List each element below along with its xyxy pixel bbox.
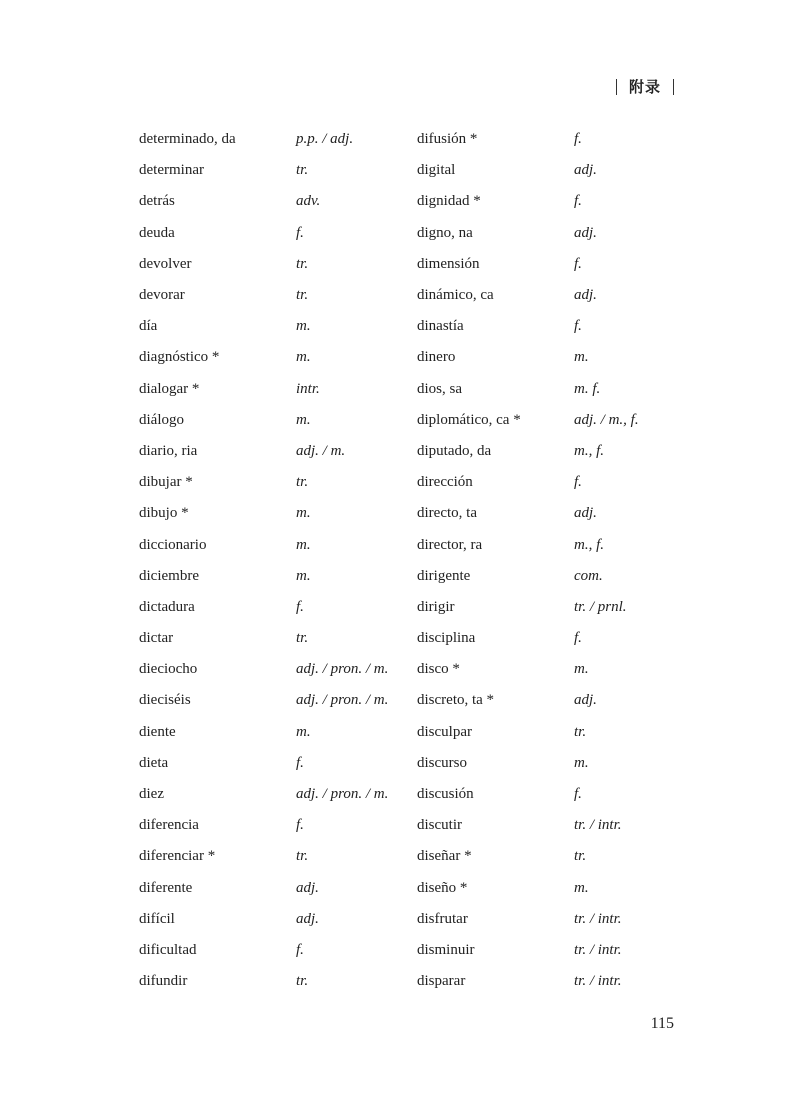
pos-left: intr.: [296, 380, 320, 397]
pos-left: tr.: [296, 630, 309, 647]
pos-left: m.: [296, 505, 311, 522]
pos-left: tr.: [296, 162, 309, 179]
word-left: diferencia: [139, 817, 199, 834]
word-right: disco *: [417, 661, 460, 678]
word-right: diplomático, ca *: [417, 411, 521, 428]
word-right: diputado, da: [417, 442, 492, 459]
pos-left: m.: [296, 723, 311, 740]
word-right: dirigente: [417, 567, 471, 584]
pos-left: f.: [296, 817, 304, 834]
word-right: dirigir: [417, 598, 455, 615]
pos-right: m.: [574, 349, 589, 366]
word-right: discutir: [417, 817, 462, 834]
pos-left: m.: [296, 349, 311, 366]
pos-left: f.: [296, 224, 304, 241]
word-right: directo, ta: [417, 505, 477, 522]
word-left: dificultad: [139, 941, 197, 958]
pos-right: m.: [574, 879, 589, 896]
vocab-row: [139, 561, 679, 592]
pos-left: f.: [296, 941, 304, 958]
vocab-row: [139, 592, 679, 623]
pos-right: m., f.: [574, 536, 604, 553]
pos-left: f.: [296, 754, 304, 771]
word-left: diccionario: [139, 536, 207, 553]
pos-right: m.: [574, 661, 589, 678]
vocab-row: [139, 529, 679, 560]
page-number: 115: [650, 1015, 674, 1032]
pos-right: adj. / m., f.: [574, 411, 639, 428]
word-left: deuda: [139, 224, 175, 241]
vocab-row: [139, 810, 679, 841]
vocab-row: [139, 966, 679, 997]
word-left: dictadura: [139, 598, 195, 615]
vocab-row: [139, 405, 679, 436]
vocab-row: [139, 124, 679, 155]
vocab-row: [139, 623, 679, 654]
word-right: discusión: [417, 786, 474, 803]
word-left: diente: [139, 723, 176, 740]
pos-right: com.: [574, 567, 603, 584]
word-left: devolver: [139, 255, 192, 272]
vocab-row: [139, 342, 679, 373]
pos-right: f.: [574, 131, 582, 148]
pos-left: p.p. / adj.: [296, 131, 354, 148]
vocab-row: [139, 873, 679, 904]
vocab-row: [139, 280, 679, 311]
word-right: disfrutar: [417, 910, 468, 927]
pos-left: adj. / pron. / m.: [296, 786, 389, 803]
vocab-row: [139, 498, 679, 529]
pos-right: tr. / prnl.: [574, 598, 627, 615]
pos-left: m.: [296, 411, 311, 428]
pos-left: tr.: [296, 255, 309, 272]
pos-left: tr.: [296, 474, 309, 491]
vocab-row: [139, 841, 679, 872]
word-right: digno, na: [417, 224, 473, 241]
word-left: difícil: [139, 910, 175, 927]
word-left: dieta: [139, 754, 169, 771]
word-left: dibujo *: [139, 505, 189, 522]
vocab-row: [139, 186, 679, 217]
pos-right: tr. / intr.: [574, 910, 622, 927]
pos-right: m.: [574, 754, 589, 771]
vocab-row: [139, 904, 679, 935]
pos-right: adj.: [574, 162, 597, 179]
word-right: dignidad *: [417, 193, 481, 210]
header-divider-right: [673, 79, 674, 95]
word-left: diciembre: [139, 567, 199, 584]
word-right: diseño *: [417, 879, 468, 896]
pos-right: f.: [574, 786, 582, 803]
pos-right: adj.: [574, 287, 597, 304]
pos-right: m. f.: [574, 380, 601, 397]
word-left: diez: [139, 786, 164, 803]
pos-left: f.: [296, 598, 304, 615]
pos-right: adj.: [574, 692, 597, 709]
pos-right: tr. / intr.: [574, 817, 622, 834]
pos-left: tr.: [296, 848, 309, 865]
word-left: día: [139, 318, 158, 335]
word-right: disciplina: [417, 630, 476, 647]
vocabulary-list: [139, 124, 679, 997]
pos-right: adj.: [574, 505, 597, 522]
vocab-row: [139, 249, 679, 280]
pos-right: f.: [574, 193, 582, 210]
word-right: director, ra: [417, 536, 483, 553]
word-right: dinámico, ca: [417, 287, 494, 304]
word-right: disculpar: [417, 723, 472, 740]
pos-left: adj. / pron. / m.: [296, 661, 389, 678]
vocab-row: [139, 467, 679, 498]
vocab-row: [139, 717, 679, 748]
word-left: devorar: [139, 287, 185, 304]
word-right: digital: [417, 162, 456, 179]
word-left: dictar: [139, 630, 174, 647]
pos-left: tr.: [296, 287, 309, 304]
word-left: diferenciar *: [139, 848, 216, 865]
pos-left: adj.: [296, 879, 319, 896]
vocab-row: [139, 155, 679, 186]
pos-right: f.: [574, 318, 582, 335]
word-left: difundir: [139, 973, 188, 990]
word-left: diagnóstico *: [139, 349, 220, 366]
word-left: determinado, da: [139, 131, 236, 148]
word-right: dinastía: [417, 318, 464, 335]
vocab-row: [139, 685, 679, 716]
word-right: diseñar *: [417, 848, 472, 865]
word-left: diferente: [139, 879, 193, 896]
pos-right: m., f.: [574, 442, 604, 459]
word-right: discurso: [417, 754, 467, 771]
word-right: difusión *: [417, 131, 478, 148]
word-right: disminuir: [417, 941, 475, 958]
vocab-row: [139, 218, 679, 249]
pos-left: m.: [296, 318, 311, 335]
pos-right: f.: [574, 255, 582, 272]
word-right: discreto, ta *: [417, 692, 495, 709]
pos-right: tr.: [574, 723, 587, 740]
pos-left: adv.: [296, 193, 321, 210]
word-left: dibujar *: [139, 474, 193, 491]
word-left: diálogo: [139, 411, 184, 428]
pos-left: adj. / m.: [296, 442, 346, 459]
pos-right: f.: [574, 630, 582, 647]
vocab-row: [139, 654, 679, 685]
pos-right: f.: [574, 474, 582, 491]
vocab-row: [139, 935, 679, 966]
running-header: [616, 76, 674, 97]
pos-left: m.: [296, 567, 311, 584]
vocab-row: [139, 748, 679, 779]
word-left: diario, ria: [139, 442, 198, 459]
header-divider-left: [616, 79, 617, 95]
vocab-row: [139, 436, 679, 467]
pos-right: tr.: [574, 848, 587, 865]
word-left: dialogar *: [139, 380, 200, 397]
vocab-row: [139, 311, 679, 342]
word-right: dimensión: [417, 255, 480, 272]
pos-right: adj.: [574, 224, 597, 241]
pos-right: tr. / intr.: [574, 973, 622, 990]
word-left: dieciséis: [139, 692, 191, 709]
word-left: dieciocho: [139, 661, 198, 678]
section-title: 附录: [628, 80, 661, 96]
word-right: dirección: [417, 474, 473, 491]
pos-left: tr.: [296, 973, 309, 990]
pos-right: tr. / intr.: [574, 941, 622, 958]
pos-left: adj.: [296, 910, 319, 927]
word-right: dios, sa: [417, 380, 462, 397]
word-right: dinero: [417, 349, 456, 366]
word-left: determinar: [139, 162, 204, 179]
word-left: detrás: [139, 193, 175, 210]
word-right: disparar: [417, 973, 466, 990]
pos-left: adj. / pron. / m.: [296, 692, 389, 709]
pos-left: m.: [296, 536, 311, 553]
vocab-row: [139, 374, 679, 405]
vocab-row: [139, 779, 679, 810]
